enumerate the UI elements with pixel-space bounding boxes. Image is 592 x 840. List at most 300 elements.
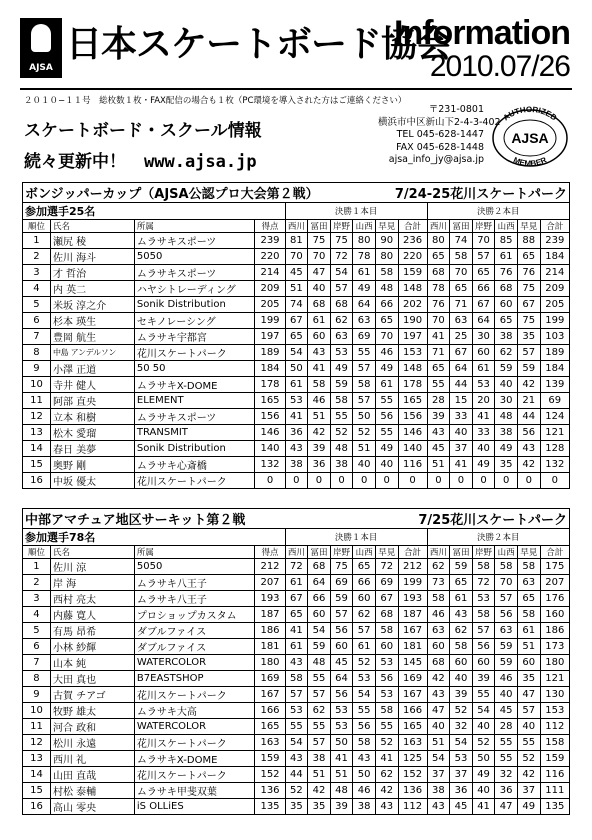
judge-score-cell: 46	[427, 607, 450, 623]
score-cell: 214	[255, 265, 285, 281]
score-cell: 178	[255, 377, 285, 393]
judge-score-cell: 60	[308, 607, 331, 623]
score-cell: 136	[255, 783, 285, 799]
judge-score-cell: 67	[450, 345, 473, 361]
rank-cell: 10	[23, 703, 51, 719]
judge-score-cell: 75	[517, 281, 540, 297]
round1-total-cell: 193	[398, 591, 427, 607]
round2-total-cell: 173	[540, 639, 569, 655]
col-judge: 冨田	[308, 220, 331, 233]
judge-score-cell: 70	[495, 575, 518, 591]
judge-score-cell: 57	[353, 393, 376, 409]
sponsor-cell: 花川スケートパーク	[134, 687, 255, 703]
judge-score-cell: 68	[308, 297, 331, 313]
judge-score-cell: 43	[450, 607, 473, 623]
col-judge: 西川	[285, 546, 308, 559]
judge-score-cell: 53	[375, 655, 398, 671]
judge-score-cell: 37	[517, 783, 540, 799]
judge-score-cell: 53	[450, 751, 473, 767]
judge-score-cell: 63	[353, 313, 376, 329]
judge-score-cell: 61	[517, 623, 540, 639]
fax-number: FAX 045-628-1448	[396, 141, 484, 153]
judge-score-cell: 62	[495, 345, 518, 361]
info-title: Information	[394, 14, 570, 52]
svg-text:MEMBER	[512, 155, 548, 168]
judge-score-cell: 58	[472, 559, 495, 575]
rank-cell: 10	[23, 377, 51, 393]
judge-score-cell: 56	[375, 671, 398, 687]
judge-score-cell: 66	[375, 297, 398, 313]
results-table-amateur	[22, 508, 570, 815]
score-cell: 186	[255, 623, 285, 639]
judge-score-cell: 65	[517, 591, 540, 607]
judge-score-cell: 38	[495, 425, 518, 441]
info-date: 2010.07/26	[429, 50, 570, 83]
table-title-row	[23, 183, 570, 203]
judge-score-cell: 42	[517, 457, 540, 473]
judge-score-cell: 40	[308, 281, 331, 297]
judge-score-cell: 61	[308, 313, 331, 329]
judge-score-cell: 39	[427, 409, 450, 425]
round2-total-cell: 124	[540, 409, 569, 425]
judge-score-cell: 67	[472, 297, 495, 313]
event-venue: 7/25花川スケートパーク	[418, 513, 567, 528]
sponsor-cell: ダブルファイス	[134, 639, 255, 655]
judge-score-cell: 53	[330, 345, 353, 361]
judge-score-cell: 63	[450, 313, 473, 329]
round1-total-cell: 146	[398, 425, 427, 441]
rank-cell: 1	[23, 233, 51, 249]
judge-score-cell: 47	[495, 799, 518, 815]
rank-cell: 8	[23, 345, 51, 361]
score-cell: 132	[255, 457, 285, 473]
round2-header: 決勝２本目	[427, 529, 569, 546]
round2-total-cell: 189	[540, 345, 569, 361]
col-judge: 早見	[517, 220, 540, 233]
table-row	[23, 473, 570, 489]
judge-score-cell: 70	[375, 329, 398, 345]
score-cell: 169	[255, 671, 285, 687]
judge-score-cell: 45	[330, 655, 353, 671]
round1-total-cell: 125	[398, 751, 427, 767]
judge-score-cell: 66	[472, 281, 495, 297]
round1-total-cell: 199	[398, 575, 427, 591]
judge-score-cell: 68	[495, 281, 518, 297]
judge-score-cell: 48	[330, 783, 353, 799]
judge-score-cell: 65	[375, 313, 398, 329]
judge-score-cell: 60	[375, 639, 398, 655]
judge-score-cell: 47	[308, 265, 331, 281]
table-row	[23, 767, 570, 783]
org-name: 日本スケートボード協会	[66, 24, 452, 65]
skater-name-cell: 有馬 昂希	[50, 623, 134, 639]
table-row	[23, 313, 570, 329]
sponsor-cell: 花川スケートパーク	[134, 473, 255, 489]
judge-score-cell: 53	[353, 671, 376, 687]
judge-score-cell: 76	[427, 297, 450, 313]
judge-score-cell: 70	[285, 249, 308, 265]
score-cell: 165	[255, 393, 285, 409]
col-total: 合計	[398, 546, 427, 559]
judge-score-cell: 56	[353, 719, 376, 735]
judge-score-cell: 60	[330, 639, 353, 655]
sponsor-cell: ハヤシトレーディング	[134, 281, 255, 297]
round1-total-cell: 156	[398, 409, 427, 425]
judge-score-cell: 46	[308, 393, 331, 409]
round1-total-cell: 163	[398, 735, 427, 751]
table-row	[23, 233, 570, 249]
judge-score-cell: 62	[330, 313, 353, 329]
judge-score-cell: 52	[330, 425, 353, 441]
judge-score-cell: 61	[472, 361, 495, 377]
sponsor-cell: 花川スケートパーク	[134, 345, 255, 361]
judge-score-cell: 46	[353, 783, 376, 799]
round1-total-cell: 165	[398, 393, 427, 409]
judge-score-cell: 40	[472, 719, 495, 735]
round2-total-cell: 158	[540, 735, 569, 751]
col-judge: 岸野	[472, 546, 495, 559]
judge-score-cell: 37	[450, 767, 473, 783]
sponsor-cell: Sonik Distribution	[134, 297, 255, 313]
col-name: 氏名	[50, 546, 134, 559]
tel-number: TEL 045-628-1447	[396, 129, 484, 140]
judge-score-cell: 55	[285, 719, 308, 735]
judge-score-cell: 54	[353, 687, 376, 703]
col-judge: 西川	[427, 546, 450, 559]
judge-score-cell: 0	[330, 473, 353, 489]
judge-score-cell: 63	[330, 329, 353, 345]
judge-score-cell: 63	[517, 575, 540, 591]
judge-score-cell: 50	[472, 751, 495, 767]
judge-score-cell: 0	[285, 473, 308, 489]
round2-total-cell: 139	[540, 377, 569, 393]
table-title-row	[23, 509, 570, 529]
score-cell: 193	[255, 591, 285, 607]
judge-score-cell: 53	[285, 703, 308, 719]
col-judge: 早見	[375, 546, 398, 559]
score-cell: 220	[255, 249, 285, 265]
judge-score-cell: 72	[285, 559, 308, 575]
judge-score-cell: 80	[375, 249, 398, 265]
round1-total-cell: 159	[398, 265, 427, 281]
rank-cell: 15	[23, 457, 51, 473]
sponsor-cell: 5050	[134, 559, 255, 575]
column-header-row	[23, 220, 570, 233]
judge-score-cell: 65	[427, 361, 450, 377]
judge-score-cell: 42	[427, 671, 450, 687]
judge-score-cell: 85	[495, 233, 518, 249]
judge-score-cell: 58	[330, 393, 353, 409]
judge-score-cell: 56	[330, 623, 353, 639]
rank-cell: 16	[23, 473, 51, 489]
judge-score-cell: 58	[450, 249, 473, 265]
participants-row	[23, 529, 570, 546]
judge-score-cell: 51	[308, 767, 331, 783]
badge-top-text: AUTHORIZED	[501, 104, 559, 123]
judge-score-cell: 57	[308, 687, 331, 703]
round1-total-cell: 212	[398, 559, 427, 575]
judge-score-cell: 58	[427, 591, 450, 607]
skater-name-cell: 阿部 直央	[50, 393, 134, 409]
judge-score-cell: 58	[308, 377, 331, 393]
table-row	[23, 607, 570, 623]
score-cell: 166	[255, 703, 285, 719]
email-address[interactable]: ajsa_info_jy@ajsa.jp	[388, 154, 484, 165]
judge-score-cell: 36	[495, 783, 518, 799]
sponsor-cell: ムラサキスポーツ	[134, 265, 255, 281]
judge-score-cell: 62	[353, 607, 376, 623]
sponsor-cell: ムラサキ八王子	[134, 591, 255, 607]
round1-total-cell: 236	[398, 233, 427, 249]
skater-name-cell: 米坂 淳之介	[50, 297, 134, 313]
col-judge: 西川	[427, 220, 450, 233]
column-header-row	[23, 546, 570, 559]
score-cell: 197	[255, 329, 285, 345]
judge-score-cell: 0	[517, 473, 540, 489]
judge-score-cell: 55	[495, 735, 518, 751]
rank-cell: 11	[23, 719, 51, 735]
judge-score-cell: 40	[495, 377, 518, 393]
judge-score-cell: 42	[517, 767, 540, 783]
score-cell: 159	[255, 751, 285, 767]
judge-score-cell: 38	[427, 783, 450, 799]
judge-score-cell: 25	[450, 329, 473, 345]
col-judge: 冨田	[308, 546, 331, 559]
rank-cell: 15	[23, 783, 51, 799]
skater-name-cell: 山田 直哉	[50, 767, 134, 783]
judge-score-cell: 28	[495, 719, 518, 735]
judge-score-cell: 43	[517, 441, 540, 457]
event-title: ボンジッパーカップ（AJSA公認プロ大会第２戦）	[25, 187, 319, 202]
sponsor-cell: ムラサキ宇都宮	[134, 329, 255, 345]
judge-score-cell: 35	[495, 457, 518, 473]
score-cell: 135	[255, 799, 285, 815]
rank-cell: 12	[23, 409, 51, 425]
skater-name-cell: 中坂 優太	[50, 473, 134, 489]
round1-total-cell: 167	[398, 623, 427, 639]
judge-score-cell: 52	[353, 425, 376, 441]
skater-name-cell: 山本 純	[50, 655, 134, 671]
judge-score-cell: 58	[450, 639, 473, 655]
round2-total-cell: 121	[540, 425, 569, 441]
col-judge: 岸野	[330, 546, 353, 559]
table-row	[23, 575, 570, 591]
sponsor-cell: ダブルファイス	[134, 623, 255, 639]
round1-total-cell: 165	[398, 719, 427, 735]
judge-score-cell: 56	[495, 607, 518, 623]
rank-cell: 3	[23, 591, 51, 607]
judge-score-cell: 28	[427, 393, 450, 409]
rank-cell: 7	[23, 655, 51, 671]
judge-score-cell: 58	[375, 265, 398, 281]
skater-name-cell: 松川 永遠	[50, 735, 134, 751]
judge-score-cell: 76	[495, 265, 518, 281]
rank-cell: 2	[23, 575, 51, 591]
judge-score-cell: 41	[375, 751, 398, 767]
judge-score-cell: 56	[375, 409, 398, 425]
round1-total-cell: 153	[398, 345, 427, 361]
col-total: 合計	[540, 220, 569, 233]
skater-name-cell: 中島 アンデルソン	[50, 345, 134, 361]
judge-score-cell: 58	[495, 559, 518, 575]
skater-name-cell: 小林 紗輝	[50, 639, 134, 655]
school-update-line	[24, 147, 262, 172]
judge-score-cell: 65	[450, 281, 473, 297]
judge-score-cell: 68	[427, 265, 450, 281]
judge-score-cell: 55	[375, 425, 398, 441]
round2-total-cell: 239	[540, 233, 569, 249]
judge-score-cell: 67	[517, 297, 540, 313]
score-cell: 239	[255, 233, 285, 249]
round1-header: 決勝１本目	[285, 203, 427, 220]
round2-total-cell: 153	[540, 703, 569, 719]
judge-score-cell: 54	[427, 751, 450, 767]
skater-name-cell: 河合 政和	[50, 719, 134, 735]
judge-score-cell: 43	[308, 345, 331, 361]
round1-total-cell: 136	[398, 783, 427, 799]
judge-score-cell: 60	[472, 655, 495, 671]
table-row	[23, 751, 570, 767]
judge-score-cell: 72	[330, 249, 353, 265]
col-judge: 冨田	[450, 546, 473, 559]
school-info	[24, 116, 262, 172]
sponsor-cell: WATERCOLOR	[134, 719, 255, 735]
judge-score-cell: 42	[308, 425, 331, 441]
judge-score-cell: 48	[330, 441, 353, 457]
col-rank: 順位	[23, 546, 51, 559]
sponsor-cell: WATERCOLOR	[134, 655, 255, 671]
judge-score-cell: 41	[427, 329, 450, 345]
judge-score-cell: 55	[308, 719, 331, 735]
round1-total-cell: 166	[398, 703, 427, 719]
skater-name-cell: 佐川 海斗	[50, 249, 134, 265]
score-cell: 152	[255, 767, 285, 783]
table-row	[23, 623, 570, 639]
round2-total-cell: 184	[540, 249, 569, 265]
judge-score-cell: 64	[308, 575, 331, 591]
judge-score-cell: 43	[427, 687, 450, 703]
sponsor-cell: 花川スケートパーク	[134, 767, 255, 783]
judge-score-cell: 75	[308, 233, 331, 249]
round2-total-cell: 132	[540, 457, 569, 473]
judge-score-cell: 43	[427, 425, 450, 441]
rank-cell: 12	[23, 735, 51, 751]
rank-cell: 11	[23, 393, 51, 409]
judge-score-cell: 73	[427, 575, 450, 591]
skater-name-cell: 岸 海	[50, 575, 134, 591]
ajsa-logo	[20, 18, 62, 78]
results-table-pro	[22, 182, 570, 489]
rank-cell: 9	[23, 361, 51, 377]
judge-score-cell: 42	[308, 783, 331, 799]
skater-name-cell: 西村 亮太	[50, 591, 134, 607]
judge-score-cell: 66	[353, 575, 376, 591]
rank-cell: 5	[23, 623, 51, 639]
round2-total-cell: 184	[540, 361, 569, 377]
judge-score-cell: 0	[308, 473, 331, 489]
judge-score-cell: 44	[450, 377, 473, 393]
skater-name-cell: 内藤 寛人	[50, 607, 134, 623]
score-cell: 156	[255, 409, 285, 425]
judge-score-cell: 49	[353, 281, 376, 297]
col-judge: 早見	[517, 546, 540, 559]
round1-total-cell: 148	[398, 281, 427, 297]
judge-score-cell: 57	[353, 623, 376, 639]
table-row	[23, 297, 570, 313]
judge-score-cell: 35	[285, 799, 308, 815]
badge-center-text: AJSA	[511, 130, 549, 146]
judge-score-cell: 72	[375, 559, 398, 575]
judge-score-cell: 71	[450, 297, 473, 313]
round2-total-cell: 186	[540, 623, 569, 639]
judge-score-cell: 58	[517, 559, 540, 575]
sponsor-cell: iS OLLiES	[134, 799, 255, 815]
table-row	[23, 735, 570, 751]
judge-score-cell: 67	[375, 591, 398, 607]
table-row	[23, 345, 570, 361]
judge-score-cell: 35	[517, 329, 540, 345]
judge-score-cell: 60	[308, 329, 331, 345]
judge-score-cell: 49	[517, 799, 540, 815]
website-link[interactable]: www.ajsa.jp	[144, 152, 257, 172]
judge-score-cell: 0	[375, 473, 398, 489]
judge-score-cell: 60	[450, 655, 473, 671]
judge-score-cell: 58	[472, 607, 495, 623]
judge-score-cell: 59	[308, 639, 331, 655]
judge-score-cell: 46	[375, 345, 398, 361]
round1-total-cell: 148	[398, 361, 427, 377]
judge-score-cell: 59	[495, 361, 518, 377]
round1-total-cell: 0	[398, 473, 427, 489]
judge-score-cell: 64	[330, 671, 353, 687]
judge-score-cell: 38	[330, 457, 353, 473]
rank-cell: 8	[23, 671, 51, 687]
judge-score-cell: 40	[450, 425, 473, 441]
sponsor-cell: ムラサキ八王子	[134, 575, 255, 591]
judge-score-cell: 47	[517, 687, 540, 703]
judge-score-cell: 47	[427, 703, 450, 719]
judge-score-cell: 21	[517, 393, 540, 409]
judge-score-cell: 68	[308, 559, 331, 575]
judge-score-cell: 49	[472, 767, 495, 783]
rank-cell: 1	[23, 559, 51, 575]
judge-score-cell: 57	[285, 687, 308, 703]
judge-score-cell: 69	[353, 329, 376, 345]
judge-score-cell: 42	[517, 377, 540, 393]
table-row	[23, 425, 570, 441]
judge-score-cell: 60	[495, 297, 518, 313]
judge-score-cell: 37	[450, 441, 473, 457]
skater-name-cell: 小澤 正道	[50, 361, 134, 377]
judge-score-cell: 50	[353, 409, 376, 425]
judge-score-cell: 61	[285, 377, 308, 393]
col-judge: 岸野	[330, 220, 353, 233]
judge-score-cell: 75	[517, 313, 540, 329]
skater-name-cell: 西川 礼	[50, 751, 134, 767]
judge-score-cell: 50	[330, 735, 353, 751]
judge-score-cell: 38	[308, 751, 331, 767]
skater-name-cell: 春日 美夢	[50, 441, 134, 457]
table-row	[23, 361, 570, 377]
skater-name-cell: 村松 泰輔	[50, 783, 134, 799]
judge-score-cell: 55	[308, 671, 331, 687]
judge-score-cell: 65	[285, 329, 308, 345]
score-cell: 209	[255, 281, 285, 297]
judge-score-cell: 0	[450, 473, 473, 489]
judge-score-cell: 63	[495, 623, 518, 639]
round2-total-cell: 103	[540, 329, 569, 345]
judge-score-cell: 68	[330, 297, 353, 313]
